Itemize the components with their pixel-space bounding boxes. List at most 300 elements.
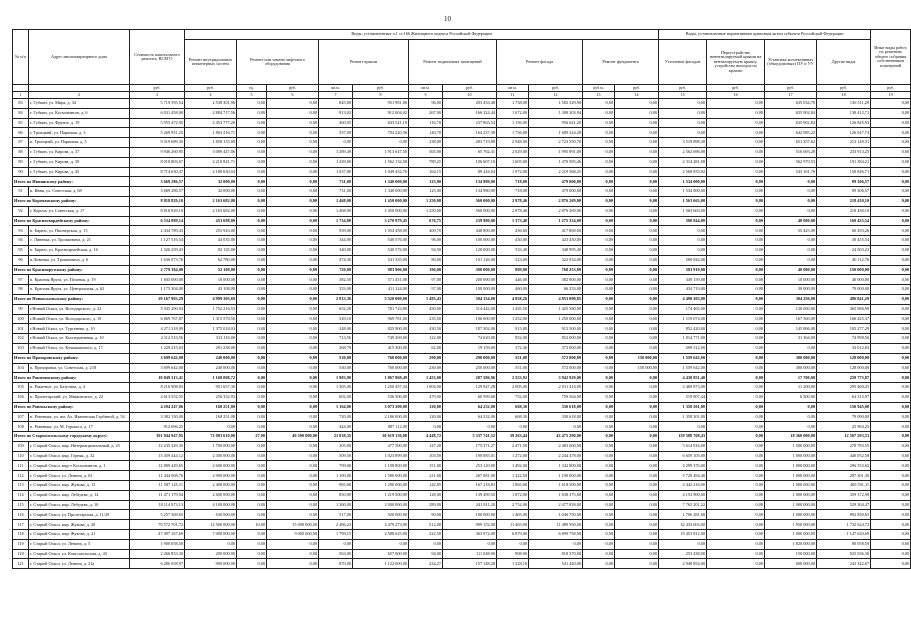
value-cell: 4 299 376,00 (659, 461, 707, 471)
value-cell: 159 588 768,43 (659, 432, 707, 442)
value-cell: 580 844,00 (659, 255, 707, 265)
value-cell: 5 337 741,52 (443, 432, 497, 442)
value-cell: 0,00 (765, 412, 817, 422)
value-cell: 1 049 432,76 (353, 167, 409, 177)
value-cell: 1 858 155,08 (185, 138, 237, 148)
value-cell: 94,00 (409, 549, 443, 559)
address-cell: г. Губкин, ул. Космонавтов, д. 6 (29, 108, 130, 118)
value-cell: 12 500 000,00 (185, 520, 237, 530)
value-cell: 391 944 947,95 (130, 432, 185, 442)
value-cell: 0,00 (707, 539, 765, 549)
value-cell: 1 360,00 (319, 500, 353, 510)
column-number: 13 (583, 92, 615, 99)
value-cell: 1 867 868,49 (353, 373, 409, 383)
address-cell: п. Красная Яруга, ул. Центральная, д. 62 (29, 285, 130, 295)
row-number: 83 (13, 99, 29, 109)
value-cell: 0,00 (871, 334, 911, 344)
value-cell: 1 913 647,50 (353, 147, 409, 157)
value-cell: 908,00 (497, 549, 529, 559)
value-cell: 0,00 (615, 500, 659, 510)
unit-cell: руб. (130, 85, 185, 92)
value-cell: 96,00 (409, 236, 443, 246)
value-cell: 541 420,00 (529, 559, 583, 569)
address-cell: г.Новый Оскол, ул. Тургенева, д. 10 (29, 324, 130, 334)
table-row (13, 118, 911, 128)
value-cell: 0,00 (707, 285, 765, 295)
value-cell: 845,00 (319, 99, 353, 109)
value-cell: 430,00 (497, 236, 529, 246)
header-meters: Установка коллективных (общедомовых) ПУ и УУ (765, 40, 817, 85)
value-cell: 915,80 (497, 324, 529, 334)
value-cell: 0,00 (267, 373, 319, 383)
value-cell: 415 300,00 (353, 343, 409, 353)
value-cell: 668,30 (497, 402, 529, 412)
value-cell: 268,70 (319, 343, 353, 353)
value-cell: 2 300 000,00 (185, 451, 237, 461)
value-cell: 359 372,98 (817, 490, 871, 500)
value-cell: 0,00 (237, 147, 267, 157)
value-cell: 1 689 224,28 (529, 128, 583, 138)
value-cell: 0,00 (237, 392, 267, 402)
value-cell: 1 156,00 (497, 118, 529, 128)
value-cell: 0,00 (583, 138, 615, 148)
value-cell: 0,00 (583, 539, 615, 549)
value-cell: 516 693,28 (765, 147, 817, 157)
value-cell: 0,00 (707, 265, 765, 275)
value-cell: 809,00 (497, 265, 529, 275)
value-cell: 11 587 125,11 (130, 481, 185, 491)
value-cell: 0,00 (583, 383, 615, 393)
table-row (13, 490, 911, 500)
value-cell: 1 534 000,00 (659, 187, 707, 197)
value-cell: 10 000,00 (765, 275, 817, 285)
value-cell: 630 000,00 (185, 510, 237, 520)
value-cell: 40 112,76 (817, 255, 871, 265)
value-cell: 1 450 000,00 (353, 206, 409, 216)
value-cell: 0,00 (267, 392, 319, 402)
value-cell: 0,00 (583, 226, 615, 236)
value-cell: 283 719,88 (443, 138, 497, 148)
value-cell: 0,00 (659, 245, 707, 255)
value-cell: 540 576,00 (353, 245, 409, 255)
value-cell: 0,00 (871, 294, 911, 304)
value-cell: 1 732 624,72 (817, 520, 871, 530)
value-cell: 2 314 281,08 (659, 157, 707, 167)
address-cell: г.Новый Оскол, ул. Володарского, д. 22 (29, 304, 130, 314)
value-cell: 150 945,00 (817, 402, 871, 412)
value-cell: 164 237,38 (443, 128, 497, 138)
value-cell: 1 752 216,53 (185, 304, 237, 314)
value-cell: 434 719,00 (659, 285, 707, 295)
value-cell: 0,00 (871, 392, 911, 402)
value-cell: 382 000,00 (529, 275, 583, 285)
value-cell: 10,00 (237, 520, 267, 530)
value-cell: 1 468,00 (319, 206, 353, 216)
unit-cell: руб. (871, 85, 911, 92)
subtotal-label: Итого по Прохоровскому району: (13, 353, 130, 363)
address-cell: п. Ракитное, ул. Базутина, д. 4 (29, 383, 130, 393)
value-cell: 1 250,00 (409, 196, 443, 206)
value-cell: 0,00 (237, 549, 267, 559)
value-cell: 0,00 (267, 157, 319, 167)
value-cell: 134 980,00 (443, 187, 497, 197)
value-cell: 13 459 444,12 (130, 451, 185, 461)
value-cell: 0,00 (707, 304, 765, 314)
address-cell: г. Троицкий, ул. Парковая, д. 3 (29, 128, 130, 138)
value-cell: 0,00 (871, 157, 911, 167)
value-cell: 167 218,83 (443, 481, 497, 491)
value-cell: 760 000,00 (353, 353, 409, 363)
value-cell: 999 152,00 (443, 520, 497, 530)
value-cell: 1 358 501,00 (659, 402, 707, 412)
value-cell: 0,00 (267, 314, 319, 324)
value-cell: 32 433 003,00 (659, 520, 707, 530)
value-cell: 150 000,00 (765, 549, 817, 559)
value-cell: 0,00 (871, 539, 911, 549)
value-cell: 0,00 (707, 559, 765, 569)
value-cell: 10 000,00 (185, 275, 237, 285)
value-cell: 147,20 (409, 441, 443, 451)
value-cell: 0,00 (615, 294, 659, 304)
value-cell: 136 511,29 (817, 99, 871, 109)
value-cell: 12 235 329,30 (130, 441, 185, 451)
value-cell: 344,00 (319, 236, 353, 246)
value-cell: 0,00 (267, 285, 319, 295)
value-cell: 0,00 (583, 128, 615, 138)
address-cell: г. Старый Оскол, ул. Пролетарская, д. 11/29 (29, 510, 130, 520)
value-cell: 47 497 167,69 (130, 530, 185, 540)
header-num: № п/п (13, 30, 29, 85)
value-cell: 0,00 (871, 432, 911, 442)
value-cell: 504 154,00 (443, 294, 497, 304)
unit-cell: ед. (237, 85, 267, 92)
value-cell: 0,00 (267, 294, 319, 304)
value-cell: 0,00 (319, 138, 353, 148)
value-cell: 0,00 (237, 128, 267, 138)
value-cell: 0,00 (267, 471, 319, 481)
value-cell: 0,00 (871, 285, 911, 295)
value-cell: 0,00 (871, 559, 911, 569)
value-cell: 21 038,35 (319, 432, 353, 442)
value-cell: 1 168 008,72 (185, 373, 237, 383)
value-cell: 90,00 (409, 510, 443, 520)
subtotal-row (13, 294, 911, 304)
value-cell: 4 853 090,85 (529, 294, 583, 304)
value-cell: 915 500,00 (529, 324, 583, 334)
value-cell: 1 229 215,03 (130, 343, 185, 353)
value-cell: 40 500 000,00 (267, 432, 319, 442)
value-cell: 1 900 058,50 (130, 539, 185, 549)
value-cell: 0,00 (583, 353, 615, 363)
value-cell: 0,00 (237, 226, 267, 236)
value-cell: 0,00 (707, 520, 765, 530)
value-cell: 668,30 (497, 412, 529, 422)
value-cell: 164,15 (409, 167, 443, 177)
value-cell: 825 900,00 (353, 324, 409, 334)
value-cell: 1 559 642,00 (659, 353, 707, 363)
unit-cell: руб. (615, 85, 659, 92)
value-cell: 2 876 269,00 (529, 206, 583, 216)
value-cell: 0,00 (615, 549, 659, 559)
value-cell: 0,00 (237, 304, 267, 314)
value-cell: 602,00 (319, 392, 353, 402)
value-cell: 209 512,00 (659, 343, 707, 353)
value-cell: 3 469 873,00 (659, 383, 707, 393)
value-cell: 203 433,48 (443, 99, 497, 109)
value-cell: 18 360 000,00 (765, 432, 817, 442)
value-cell: 4 100 000,00 (185, 500, 237, 510)
value-cell: 0,00 (583, 412, 615, 422)
value-cell: 8 216 908,83 (130, 383, 185, 393)
subtotal-label: Итого по Ивнянскому району: (13, 177, 130, 187)
value-cell: 0,00 (267, 412, 319, 422)
value-cell: 11 444 068,76 (130, 471, 185, 481)
value-cell: 0,00 (615, 383, 659, 393)
value-cell: 5 555 472,95 (130, 118, 185, 128)
value-cell: 0,00 (707, 108, 765, 118)
table-row (13, 157, 911, 167)
value-cell: 0,00 (765, 206, 817, 216)
value-cell: 43 035,00 (185, 236, 237, 246)
value-cell: 0,00 (267, 138, 319, 148)
value-cell: 448 800,00 (443, 226, 497, 236)
value-cell: 89 306,57 (817, 187, 871, 197)
value-cell: 0,00 (583, 265, 615, 275)
value-cell: 92 135,00 (185, 245, 237, 255)
value-cell: 3 669 286,57 (130, 177, 185, 187)
value-cell: 0,00 (615, 245, 659, 255)
value-cell: 2 011 414,09 (529, 383, 583, 393)
value-cell: 64 232,00 (443, 412, 497, 422)
value-cell: 0,00 (583, 510, 615, 520)
row-number: 105 (13, 383, 29, 393)
value-cell: 33 012,83 (817, 343, 871, 353)
value-cell: 3 073 300,00 (353, 402, 409, 412)
value-cell: 5 945 290,94 (130, 304, 185, 314)
table-row (13, 520, 911, 530)
value-cell: 1 315 570,50 (185, 314, 237, 324)
value-cell: 0,00 (765, 245, 817, 255)
value-cell: 479 000,00 (529, 177, 583, 187)
value-cell: 0,00 (583, 177, 615, 187)
value-cell: 0,00 (707, 422, 765, 432)
table-row (13, 138, 911, 148)
value-cell: 0,00 (659, 99, 707, 109)
value-cell: 0,00 (267, 500, 319, 510)
value-cell: 128,00 (409, 490, 443, 500)
value-cell: 43 475 290,00 (529, 432, 583, 442)
value-cell: 0,00 (615, 118, 659, 128)
value-cell: 0,00 (871, 510, 911, 520)
value-cell: 0,00 (583, 187, 615, 197)
value-cell: 2 005,00 (497, 383, 529, 393)
value-cell: 106 000,00 (443, 314, 497, 324)
unit-cell: руб. (765, 85, 817, 92)
value-cell: 4 271 318,09 (130, 324, 185, 334)
value-cell: 322,50 (409, 530, 443, 540)
value-cell: 4 479 273,00 (353, 520, 409, 530)
value-cell: 12 507 293,53 (817, 432, 871, 442)
value-cell: 652,20 (319, 304, 353, 314)
value-cell: 2 600 000,00 (185, 490, 237, 500)
value-cell: 0,00 (615, 490, 659, 500)
value-cell: 1 305,00 (319, 383, 353, 393)
value-cell: 417 869,00 (529, 226, 583, 236)
table-row (13, 559, 911, 569)
value-cell: 125,00 (409, 187, 443, 197)
table-row (13, 275, 911, 285)
value-cell: 96,00 (409, 99, 443, 109)
value-cell: 73 083 610,00 (185, 432, 237, 442)
value-cell: 129 947,28 (443, 383, 497, 393)
value-cell: 1 308 303,94 (529, 108, 583, 118)
value-cell: 2 477 839,00 (529, 500, 583, 510)
subtotal-row (13, 196, 911, 206)
table-row (13, 324, 911, 334)
row-number: 94 (13, 236, 29, 246)
value-cell: 97,00 (409, 285, 443, 295)
value-cell: 0,00 (871, 99, 911, 109)
value-cell: 5 614 816,00 (659, 441, 707, 451)
value-cell: 0,00 (615, 255, 659, 265)
value-cell: 657 000,00 (353, 549, 409, 559)
table-row (13, 245, 911, 255)
value-cell: 0,00 (707, 245, 765, 255)
value-cell: 1 706 281,00 (659, 510, 707, 520)
value-cell: 2 163 682,00 (185, 206, 237, 216)
subtotal-label: Итого по Старооскольскому городскому округу: (13, 432, 130, 442)
value-cell: 304 256,00 (765, 294, 817, 304)
value-cell: 0,00 (237, 285, 267, 295)
header-pitched-roof: Переустройство невентилируемой крыши на вентилируемую крышу, устройство выходов на кровлю (707, 40, 765, 85)
value-cell: 0,00 (583, 530, 615, 540)
value-cell: 0,00 (707, 363, 765, 373)
value-cell: 0,00 (707, 343, 765, 353)
value-cell: 1 000 000,00 (765, 500, 817, 510)
value-cell: 2 219 568,25 (529, 167, 583, 177)
value-cell: 0,00 (583, 157, 615, 167)
value-cell: 1 872,00 (497, 490, 529, 500)
value-cell: 939,00 (319, 226, 353, 236)
value-cell: 479 000,00 (529, 187, 583, 197)
value-cell: 453 698,00 (185, 216, 237, 226)
value-cell: 0,00 (267, 187, 319, 197)
value-cell: 0,00 (871, 500, 911, 510)
value-cell: 0,00 (615, 481, 659, 491)
column-number: 1 (13, 92, 29, 99)
value-cell: 365,00 (409, 147, 443, 157)
value-cell: 0,00 (707, 138, 765, 148)
value-cell: 0,00 (871, 490, 911, 500)
value-cell: 0,00 (707, 441, 765, 451)
value-cell: 0,00 (615, 373, 659, 383)
column-numbers-row (13, 92, 911, 99)
value-cell: 951 981,06 (353, 99, 409, 109)
value-cell: 0,00 (871, 549, 911, 559)
address-cell: п. Бирюч, ул. Пионерская, д. 15 (29, 226, 130, 236)
column-number: 9 (409, 92, 443, 99)
value-cell: 0,00 (871, 422, 911, 432)
value-cell: 0,00 (871, 265, 911, 275)
row-number: 121 (13, 559, 29, 569)
value-cell: 0,00 (615, 196, 659, 206)
value-cell: 150 000,00 (615, 363, 659, 373)
value-cell: 79 090,00 (817, 412, 871, 422)
value-cell: 0,00 (267, 402, 319, 412)
value-cell: 2 538 301,96 (185, 99, 237, 109)
value-cell: 6 286 058,97 (130, 559, 185, 569)
value-cell: 0,00 (707, 187, 765, 197)
value-cell: 2 878,46 (497, 206, 529, 216)
value-cell: 2 244 478,00 (529, 451, 583, 461)
value-cell: 0,00 (237, 539, 267, 549)
row-number: 107 (13, 412, 29, 422)
value-cell: 48 080,00 (765, 216, 817, 226)
value-cell: 0,00 (615, 402, 659, 412)
value-cell: 0,00 (583, 294, 615, 304)
value-cell: 0,00 (267, 206, 319, 216)
value-cell: 460,00 (497, 285, 529, 295)
value-cell: 551,00 (497, 353, 529, 363)
table-row (13, 441, 911, 451)
value-cell: 0,00 (871, 196, 911, 206)
value-cell: 80,00 (409, 255, 443, 265)
address-cell: г. Старый Оскол, мкр. Лебедева, д. 14 (29, 490, 130, 500)
value-cell: 0,00 (583, 363, 615, 373)
row-number: 111 (13, 461, 29, 471)
value-cell: 460,05 (319, 118, 353, 128)
value-cell: 0,00 (659, 236, 707, 246)
value-cell: 0,00 (353, 539, 409, 549)
value-cell: 4 490 203,00 (659, 294, 707, 304)
value-cell: 4 153 900,00 (659, 490, 707, 500)
value-cell: 1 342 800,00 (529, 461, 583, 471)
value-cell: 145 806,00 (765, 324, 817, 334)
value-cell: 0,00 (871, 471, 911, 481)
value-cell: 1 122 000,00 (353, 559, 409, 569)
value-cell: 11 489 950,00 (529, 520, 583, 530)
value-cell: 0,00 (237, 412, 267, 422)
value-cell: 4 294 247,06 (130, 402, 185, 412)
value-cell: 0,00 (237, 343, 267, 353)
value-cell: 0,00 (707, 392, 765, 402)
table-row (13, 530, 911, 540)
value-cell: 2 000 000,00 (353, 500, 409, 510)
value-cell: 0,00 (615, 451, 659, 461)
value-cell: 211,00 (409, 471, 443, 481)
value-cell: 0,00 (871, 216, 911, 226)
header-facade: Ремонт фасада (497, 40, 583, 85)
value-cell: 0,00 (871, 177, 911, 187)
address-cell: г. Губкин, ул. Кирова, д. 37 (29, 147, 130, 157)
value-cell: 0,00 (583, 255, 615, 265)
value-cell: 720,00 (319, 265, 353, 275)
value-cell: 55 425,00 (765, 226, 817, 236)
value-cell: 9,00 (237, 530, 267, 540)
value-cell: 0,00 (583, 99, 615, 109)
value-cell: 0,00 (765, 402, 817, 412)
row-number: 116 (13, 510, 29, 520)
value-cell: 130 000,00 (765, 304, 817, 314)
subtotal-label: Итого по Корочанскому району: (13, 196, 130, 206)
value-cell: 0,00 (871, 275, 911, 285)
value-cell: 0,00 (583, 334, 615, 344)
value-cell: 8 714 630,47 (130, 167, 185, 177)
value-cell: 1 326 239,43 (130, 245, 185, 255)
value-cell: 1 373,40 (497, 216, 529, 226)
value-cell: 0,00 (871, 412, 911, 422)
table-row (13, 471, 911, 481)
